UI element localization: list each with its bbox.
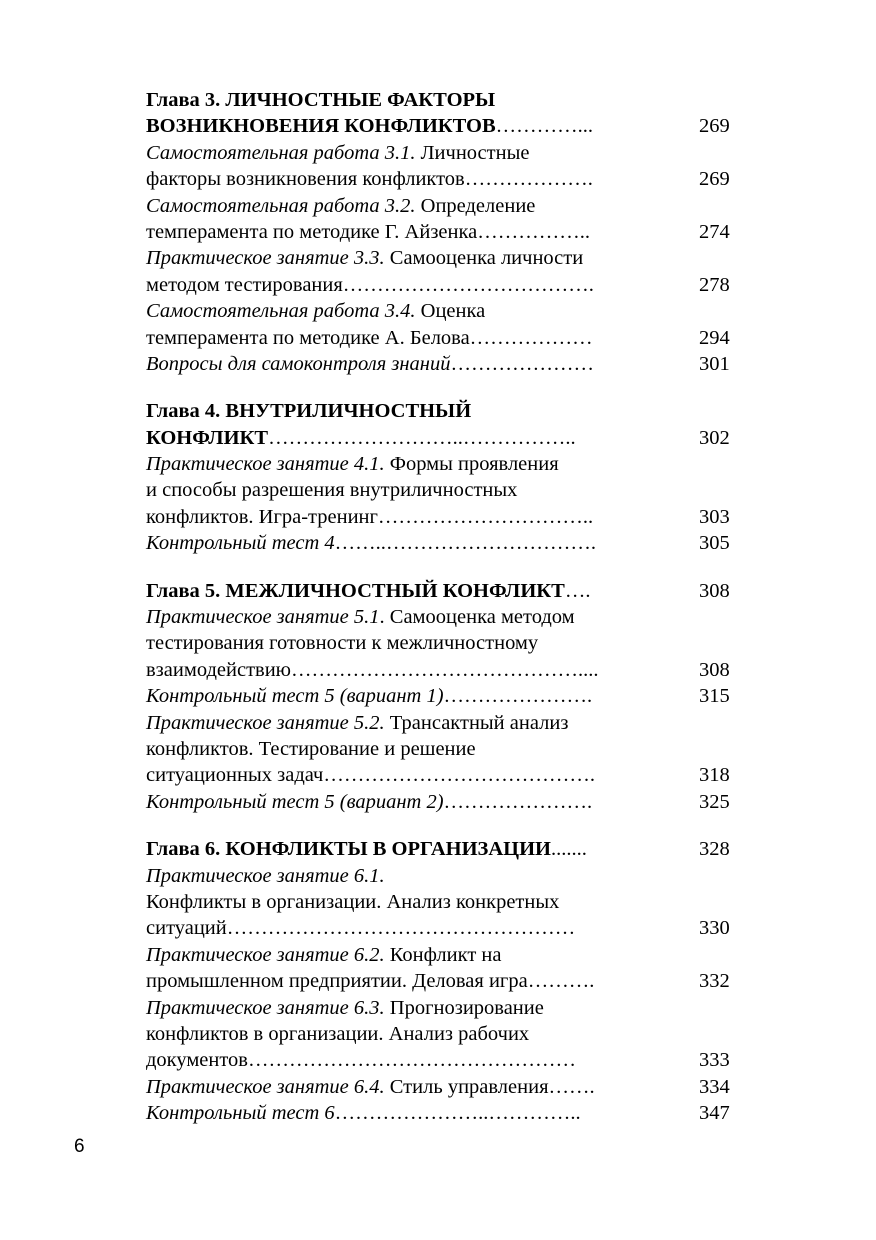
chapter-title: КОНФЛИКТ bbox=[146, 426, 269, 449]
chapter-title: Глава 5. МЕЖЛИЧНОСТНЫЙ КОНФЛИКТ bbox=[146, 579, 565, 602]
toc-line bbox=[146, 942, 746, 968]
entry-type: Практическое занятие 6.3. bbox=[146, 996, 385, 1019]
toc-line bbox=[146, 113, 746, 139]
toc-line bbox=[146, 789, 746, 815]
toc-line bbox=[146, 425, 746, 451]
toc-line bbox=[146, 995, 746, 1021]
entry-title: Стиль управления……. bbox=[384, 1075, 595, 1098]
chapter-title: Глава 6. КОНФЛИКТЫ В ОРГАНИЗАЦИИ bbox=[146, 838, 551, 861]
toc-line bbox=[146, 451, 746, 477]
toc-line bbox=[146, 477, 746, 503]
toc-line bbox=[146, 398, 746, 424]
entry-title: и способы разрешения внутриличностных bbox=[146, 479, 518, 502]
dot-leader: ……..…………………………. bbox=[334, 532, 597, 555]
entry-title: Прогнозирование bbox=[384, 996, 544, 1019]
entry-title: промышленном предприятии. Деловая игра………. bbox=[146, 970, 595, 993]
entry-title: . Самооценка методом bbox=[379, 606, 575, 629]
chapter-title: ВОЗНИКНОВЕНИЯ КОНФЛИКТОВ bbox=[146, 115, 496, 138]
page-number: 325 bbox=[699, 790, 730, 813]
entry-title: Трансактный анализ bbox=[384, 711, 569, 734]
toc-line bbox=[146, 762, 746, 788]
section-gap bbox=[146, 557, 746, 578]
dot-leader: …………………..………….. bbox=[334, 1102, 581, 1125]
entry-title: конфликтов в организации. Анализ рабочих bbox=[146, 1022, 530, 1045]
page-number: 269 bbox=[699, 115, 730, 138]
entry-type: Практическое занятие 6.2. bbox=[146, 943, 385, 966]
toc-line bbox=[146, 504, 746, 530]
page-number: 347 bbox=[699, 1102, 730, 1125]
page-number: 334 bbox=[699, 1075, 730, 1098]
entry-title: Конфликты в организации. Анализ конкретных bbox=[146, 890, 560, 913]
page-number: 302 bbox=[699, 426, 730, 449]
entry-type: Практическое занятие 6.4. bbox=[146, 1075, 385, 1098]
table-of-contents bbox=[146, 87, 746, 1126]
page-number: 303 bbox=[699, 505, 730, 528]
toc-chapter-4 bbox=[146, 398, 746, 556]
toc-line bbox=[146, 1100, 746, 1126]
entry-title: факторы возникновения конфликтов………………. bbox=[146, 168, 593, 191]
page-number: 315 bbox=[699, 685, 730, 708]
toc-line bbox=[146, 272, 746, 298]
toc-line bbox=[146, 298, 746, 324]
toc-line bbox=[146, 915, 746, 941]
dot-leader: …………………. bbox=[443, 790, 593, 813]
entry-type: Контрольный тест 6 bbox=[146, 1102, 335, 1125]
page-number: 301 bbox=[699, 352, 730, 375]
page-number: 305 bbox=[699, 532, 730, 555]
entry-title: темперамента по методике А. Белова……………… bbox=[146, 326, 593, 349]
page-folio: 6 bbox=[74, 1136, 85, 1157]
entry-title: методом тестирования………………………………. bbox=[146, 273, 594, 296]
toc-line bbox=[146, 530, 746, 556]
dot-leader: …………………. bbox=[443, 685, 593, 708]
page-number: 274 bbox=[699, 220, 730, 243]
entry-title: взаимодействию…………………………………….... bbox=[146, 658, 599, 681]
entry-type: Контрольный тест 5 (вариант 2) bbox=[146, 790, 444, 813]
chapter-title: Глава 3. ЛИЧНОСТНЫЕ ФАКТОРЫ bbox=[146, 89, 496, 111]
dot-leader: ………………… bbox=[450, 352, 594, 375]
toc-line bbox=[146, 1074, 746, 1100]
toc-line bbox=[146, 630, 746, 656]
toc-line bbox=[146, 710, 746, 736]
page-number: 328 bbox=[699, 838, 730, 861]
entry-title: Оценка bbox=[415, 300, 486, 323]
entry-type: Практическое занятие 3.3. bbox=[146, 247, 385, 270]
entry-title: конфликтов. Игра-тренинг………………………….. bbox=[146, 505, 594, 528]
entry-type: Контрольный тест 4 bbox=[146, 532, 335, 555]
dot-leader: …………... bbox=[495, 115, 594, 138]
entry-title: документов………………………………………… bbox=[146, 1049, 576, 1072]
toc-line bbox=[146, 193, 746, 219]
toc-chapter-3 bbox=[146, 87, 746, 377]
page-number: 269 bbox=[699, 168, 730, 191]
entry-title: темперамента по методике Г. Айзенка…………….. bbox=[146, 220, 590, 243]
toc-line bbox=[146, 140, 746, 166]
entry-type: Контрольный тест 5 (вариант 1) bbox=[146, 685, 444, 708]
entry-type: Самостоятельная работа 3.1. bbox=[146, 141, 416, 164]
dot-leader: …. bbox=[564, 579, 591, 602]
toc-line bbox=[146, 87, 746, 113]
dot-leader: ....... bbox=[551, 838, 587, 861]
entry-title: Личностные bbox=[415, 141, 530, 164]
toc-line bbox=[146, 657, 746, 683]
page-number: 333 bbox=[699, 1049, 730, 1072]
toc-chapter-6 bbox=[146, 836, 746, 1126]
entry-type: Практическое занятие 5.1 bbox=[146, 606, 380, 629]
dot-leader: ………………………..…………….. bbox=[268, 426, 576, 449]
page-number: 330 bbox=[699, 917, 730, 940]
toc-line bbox=[146, 578, 746, 604]
entry-title: ситуационных задач…………………………………. bbox=[146, 764, 595, 787]
entry-type: Практическое занятие 6.1. bbox=[146, 864, 385, 887]
entry-title: Формы проявления bbox=[384, 453, 559, 476]
toc-line bbox=[146, 736, 746, 762]
toc-line bbox=[146, 166, 746, 192]
entry-type: Вопросы для самоконтроля знаний bbox=[146, 352, 451, 375]
toc-line bbox=[146, 683, 746, 709]
entry-title: Самооценка личности bbox=[384, 247, 584, 270]
entry-title: ситуаций…………………………………………… bbox=[146, 917, 576, 940]
toc-line bbox=[146, 325, 746, 351]
toc-line bbox=[146, 863, 746, 889]
toc-line bbox=[146, 245, 746, 271]
toc-line bbox=[146, 968, 746, 994]
entry-title: тестирования готовности к межличностному bbox=[146, 632, 539, 655]
toc-line bbox=[146, 836, 746, 862]
page-number: 308 bbox=[699, 579, 730, 602]
page-number: 332 bbox=[699, 970, 730, 993]
entry-type: Самостоятельная работа 3.2. bbox=[146, 194, 416, 217]
entry-type: Практическое занятие 5.2. bbox=[146, 711, 385, 734]
entry-type: Самостоятельная работа 3.4. bbox=[146, 300, 416, 323]
toc-line bbox=[146, 604, 746, 630]
entry-type: Практическое занятие 4.1. bbox=[146, 453, 385, 476]
page-number: 294 bbox=[699, 326, 730, 349]
page-number: 318 bbox=[699, 764, 730, 787]
toc-line bbox=[146, 1021, 746, 1047]
entry-title: Конфликт на bbox=[384, 943, 502, 966]
toc-line bbox=[146, 889, 746, 915]
entry-title: Определение bbox=[415, 194, 536, 217]
toc-line bbox=[146, 351, 746, 377]
entry-title: конфликтов. Тестирование и решение bbox=[146, 737, 476, 760]
section-gap bbox=[146, 377, 746, 398]
section-gap bbox=[146, 815, 746, 836]
chapter-title: Глава 4. ВНУТРИЛИЧНОСТНЫЙ bbox=[146, 400, 472, 423]
toc-chapter-5 bbox=[146, 578, 746, 816]
toc-line bbox=[146, 219, 746, 245]
page-number: 278 bbox=[699, 273, 730, 296]
toc-line bbox=[146, 1047, 746, 1073]
page-number: 308 bbox=[699, 658, 730, 681]
